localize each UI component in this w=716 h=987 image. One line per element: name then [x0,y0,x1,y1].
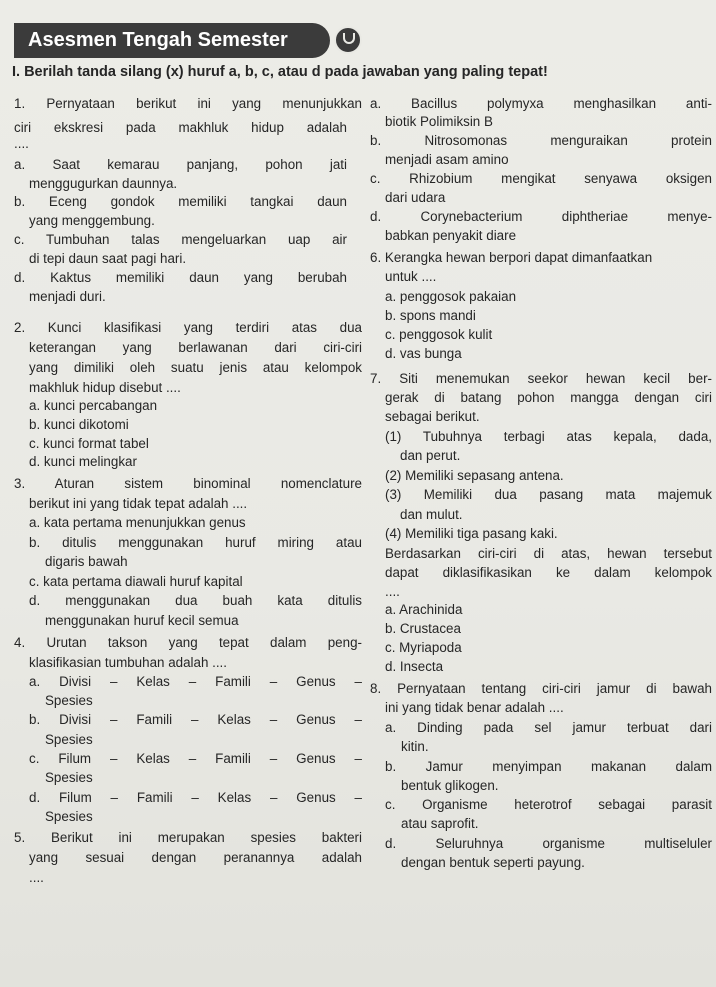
right-text-line: 6. Kerangka hewan berpori dapat dimanfaatkan [370,250,653,265]
right-text-line: c. Rhizobium mengikat senyawa oksigen [370,171,712,186]
left-text-line: c. Tumbuhan talas mengeluarkan uap air [14,232,347,247]
left-text-line: b. Divisi – Famili – Kelas – Genus – [29,712,362,727]
left-text-line: 1. Pernyataan berikut ini yang menunjukkan [14,96,362,111]
right-text-line: a. penggosok pakaian [385,289,517,304]
left-text-line: menjadi duri. [29,289,106,304]
right-text-line: dapat diklasifikasikan ke dalam kelompok [385,565,712,580]
right-text-line: Berdasarkan ciri-ciri di atas, hewan tersebut [385,546,712,561]
right-text-line: gerak di batang pohon mangga dengan ciri [385,390,712,405]
left-text-line: Spesies [45,809,93,824]
left-text-line: d. kunci melingkar [29,454,137,469]
left-text-line: a. Divisi – Kelas – Famili – Genus – [29,674,362,689]
left-text-line: di tepi daun saat pagi hari. [29,251,187,266]
right-text-line: bentuk glikogen. [401,778,499,793]
right-text-line: b. Crustacea [385,621,461,636]
right-text-line: a. Bacillus polymyxa menghasilkan anti- [370,96,712,111]
right-text-line: 8. Pernyataan tentang ciri-ciri jamur di bawah [370,681,712,696]
right-text-line: dengan bentuk seperti payung. [401,855,585,870]
right-text-line: d. Insecta [385,659,444,674]
right-text-line: d. Corynebacterium diphtheriae menye- [370,209,712,224]
right-text-line: 7. Siti menemukan seekor hewan kecil ber- [370,371,712,386]
left-text-line: 3. Aturan sistem binominal nomenclature [14,476,362,491]
right-text-line: c. Organisme heterotrof sebagai parasit [385,797,712,812]
right-text-line: (1) Tubuhnya terbagi atas kepala, dada, [385,429,712,444]
right-text-line: menjadi asam amino [385,152,509,167]
right-text-line: dan mulut. [400,507,463,522]
right-text-line: (4) Memiliki tiga pasang kaki. [385,526,558,541]
left-text-line: d. menggunakan dua buah kata ditulis [29,593,362,608]
right-text-line: a. Dinding pada sel jamur terbuat dari [385,720,712,735]
left-text-line: .... [29,870,44,885]
left-text-line: yang menggembung. [29,213,155,228]
right-text-line: untuk .... [385,269,437,284]
right-text-line: (2) Memiliki sepasang antena. [385,468,564,483]
right-text-line: sebagai berikut. [385,409,480,424]
left-text-line: Spesies [45,693,93,708]
left-text-line: menggunakan huruf kecil semua [45,613,239,628]
lock-badge-icon [334,26,362,54]
left-text-line: makhluk hidup disebut .... [29,380,181,395]
left-text-line: yang dimiliki oleh suatu jenis atau kelompok [29,360,362,375]
left-text-line: ciri ekskresi pada makhluk hidup adalah [14,120,347,135]
right-text-line: .... [385,584,400,599]
left-text-line: a. kata pertama menunjukkan genus [29,515,246,530]
right-text-line: a. Arachinida [385,602,463,617]
right-text-line: b. Nitrosomonas menguraikan protein [370,133,712,148]
right-text-line: c. Myriapoda [385,640,462,655]
left-text-line: 5. Berikut ini merupakan spesies bakteri [14,830,362,845]
left-text-line: .... [14,136,29,151]
right-text-line: babkan penyakit diare [385,228,517,243]
left-text-line: berikut ini yang tidak tepat adalah .... [29,496,248,511]
left-text-line: digaris bawah [45,554,128,569]
left-text-line: Spesies [45,770,93,785]
left-text-line: Spesies [45,732,93,747]
right-text-line: b. spons mandi [385,308,476,323]
left-text-line: 2. Kunci klasifikasi yang terdiri atas dua [14,320,362,335]
left-text-line: keterangan yang berlawanan dari ciri-ciri [29,340,362,355]
left-text-line: a. kunci percabangan [29,398,158,413]
right-text-line: d. vas bunga [385,346,462,361]
left-text-line: b. ditulis menggunakan huruf miring atau [29,535,362,550]
right-text-line: biotik Polimiksin B [385,114,493,129]
left-text-line: 4. Urutan takson yang tepat dalam peng- [14,635,362,650]
right-text-line: ini yang tidak benar adalah .... [385,700,564,715]
left-text-line: a. Saat kemarau panjang, pohon jati [14,157,347,172]
left-text-line: b. Eceng gondok memiliki tangkai daun [14,194,347,209]
right-text-line: dari udara [385,190,446,205]
left-text-line: yang sesuai dengan peranannya adalah [29,850,362,865]
page-title [14,23,330,58]
left-text-line: c. Filum – Kelas – Famili – Genus – [29,751,362,766]
right-text-line: (3) Memiliki dua pasang mata majemuk [385,487,712,502]
right-text-line: kitin. [401,739,429,754]
left-text-line: d. Filum – Famili – Kelas – Genus – [29,790,362,805]
right-text-line: b. Jamur menyimpan makanan dalam [385,759,712,774]
section-instruction: I. Berilah tanda silang (x) huruf a, b, c, atau d pada jawaban yang paling tepat! [12,64,548,80]
left-text-line: c. kata pertama diawali huruf kapital [29,574,243,589]
page-title-text: Asesmen Tengah Semester [28,29,288,51]
left-text-line: d. Kaktus memiliki daun yang berubah [14,270,347,285]
left-text-line: klasifikasian tumbuhan adalah .... [29,655,228,670]
right-text-line: d. Seluruhnya organisme multiseluler [385,836,712,851]
left-text-line: b. kunci dikotomi [29,417,129,432]
right-text-line: c. penggosok kulit [385,327,493,342]
left-text-line: c. kunci format tabel [29,436,149,451]
left-text-line: menggugurkan daunnya. [29,176,178,191]
right-text-line: atau saprofit. [401,816,479,831]
right-text-line: dan perut. [400,448,461,463]
